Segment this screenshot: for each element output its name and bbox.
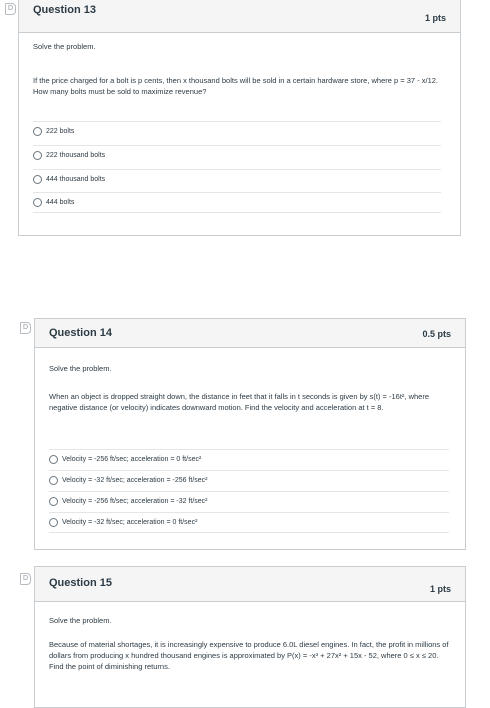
question-points: 0.5 pts: [422, 329, 451, 339]
answer-option-label: Velocity = -256 ft/sec; acceleration = 0 ft/sec²: [62, 456, 202, 463]
page-background: [0, 234, 490, 324]
question-points: 1 pts: [429, 584, 451, 594]
question-instruction: Solve the problem.: [33, 42, 96, 51]
answer-option[interactable]: [33, 192, 441, 213]
question-instruction: Solve the problem.: [49, 616, 112, 625]
radio-button[interactable]: [33, 198, 42, 207]
answer-option-label: Velocity = -32 ft/sec; acceleration = 0 ft/sec²: [62, 519, 198, 526]
radio-button[interactable]: [49, 476, 58, 485]
question-card-15: [22, 566, 466, 708]
radio-button[interactable]: [33, 127, 42, 136]
question-body: When an object is dropped straight down, the distance in feet that it falls in t seconds is given by s(t) = -16t², where negative distance (or velocity) indicates downward motion. Find the velocity and acceleration at t = 8.: [49, 392, 429, 412]
answer-option[interactable]: [49, 512, 449, 533]
flag-question-icon[interactable]: D: [20, 573, 31, 585]
question-instruction: Solve the problem.: [49, 364, 112, 373]
question-title: Question 14: [49, 327, 112, 339]
answer-option-label: 444 bolts: [46, 199, 75, 206]
answer-option-label: 222 bolts: [46, 128, 75, 135]
answer-option[interactable]: [33, 145, 441, 165]
answer-option[interactable]: [49, 491, 449, 511]
radio-button[interactable]: [49, 518, 58, 527]
answer-option[interactable]: [33, 169, 441, 189]
answer-option[interactable]: [49, 470, 449, 490]
question-points: 1 pts: [424, 13, 446, 23]
flag-question-icon[interactable]: D: [20, 322, 31, 334]
question-card-14: [22, 318, 466, 550]
question-body: Because of material shortages, it is increasingly expensive to produce 6.0L diesel engines. In fact, the profit in millions of dollars from producing x hundred thousand engines is approximated by P(x) = -x³ + 27x² + 15x - 52, where 0 ≤ x ≤ 20. Find the point of diminishing returns.: [49, 640, 449, 671]
radio-button[interactable]: [33, 175, 42, 184]
answer-option[interactable]: [49, 449, 449, 469]
flag-question-icon[interactable]: D: [5, 3, 16, 15]
answer-option-label: Velocity = -256 ft/sec; acceleration = -32 ft/sec²: [62, 498, 208, 505]
radio-button[interactable]: [49, 497, 58, 506]
answer-option-label: 444 thousand bolts: [46, 176, 106, 183]
question-title: Question 15: [49, 577, 112, 589]
radio-button[interactable]: [33, 151, 42, 160]
answer-option-label: 222 thousand bolts: [46, 152, 106, 159]
question-title: Question 13: [33, 4, 96, 16]
answer-option-label: Velocity = -32 ft/sec; acceleration = -256 ft/sec²: [62, 477, 208, 484]
question-body: If the price charged for a bolt is p cents, then x thousand bolts will be sold in a certain hardware store, where p = 37 - x/12. How many bolts must be sold to maximize revenue?: [33, 76, 439, 96]
answer-option[interactable]: [33, 121, 441, 141]
question-card-13: [7, 0, 461, 236]
radio-button[interactable]: [49, 455, 58, 464]
